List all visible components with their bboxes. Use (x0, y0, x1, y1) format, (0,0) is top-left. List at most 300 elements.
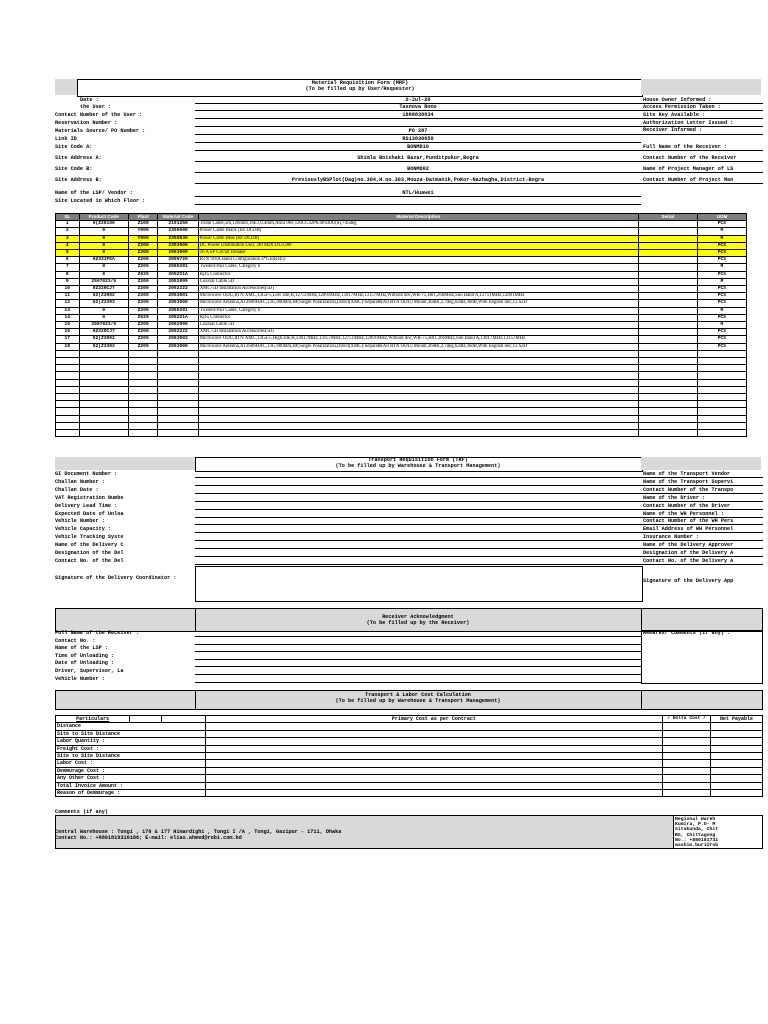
rcv-left-line (195, 682, 641, 683)
material-spacer (747, 343, 763, 350)
cost-row-primary (205, 723, 662, 730)
materials-header-row (56, 214, 763, 221)
material-empty-cell (198, 379, 638, 386)
material-cell-uom: PCS (697, 250, 746, 257)
material-empty-cell (697, 350, 746, 357)
mrf-field-label: Materials Source/ PO Number : (55, 128, 146, 134)
cost-row-net (711, 723, 763, 730)
material-empty-cell (198, 401, 638, 408)
material-empty-cell (198, 372, 638, 379)
col-product-code: Product Code (79, 214, 128, 221)
material-empty-cell (697, 429, 746, 436)
rcv-left-line (195, 666, 641, 667)
material-empty-cell (158, 379, 198, 386)
material-row (56, 242, 763, 249)
material-row (56, 336, 763, 343)
material-row (56, 228, 763, 235)
material-spacer (747, 278, 763, 285)
material-empty-cell (79, 415, 128, 422)
cost-row-label: Labor Cost : (56, 760, 130, 767)
cost-row (56, 767, 763, 774)
mrf-right-label: Name of Project Manager of LS (643, 166, 734, 172)
material-cell-product: 0 (79, 271, 128, 278)
trf-right-line (641, 485, 763, 486)
material-cell-product: 0Z220CJ7 (79, 286, 128, 293)
material-spacer (747, 264, 763, 271)
rcv-left-label: Vehicle Number : (55, 675, 105, 682)
trf-right-line (641, 532, 763, 533)
material-empty-cell (198, 386, 638, 393)
material-cell-sl: 2 (56, 228, 80, 235)
cost-row (56, 790, 763, 797)
material-empty-row (56, 350, 763, 357)
trf-left-label: Contact No. of the Del (55, 557, 124, 564)
material-cell-uom: PCS (697, 300, 746, 307)
material-cell-product: 2507023/5 (79, 322, 128, 329)
material-empty-cell (638, 379, 697, 386)
cost-row-primary (205, 753, 662, 760)
cost-row-delta (663, 790, 711, 797)
material-empty-cell (158, 372, 198, 379)
material-cell-uom: M (697, 307, 746, 314)
material-empty-cell (128, 422, 158, 429)
trf-left-line (195, 540, 641, 541)
material-empty-row (56, 429, 763, 436)
cost-col-blank1 (130, 716, 162, 723)
trf-right-label: Contact Number of the Transpo (643, 486, 734, 493)
trf-right-line (641, 509, 763, 510)
trf-signature-box (195, 566, 643, 602)
rcv-subtitle: (To be filled up by the Receiver) (366, 620, 470, 626)
material-empty-cell (79, 379, 128, 386)
material-empty-cell (128, 386, 158, 393)
material-cell-plant: Z200 (128, 242, 158, 249)
material-cell-uom: M (697, 235, 746, 242)
material-empty-cell (638, 415, 697, 422)
material-empty-cell (56, 401, 80, 408)
trf-right-label: Email Address of WH Personnel (643, 526, 734, 533)
material-cell-mat: 2191250 (158, 221, 198, 228)
material-cell-sl: 16 (56, 329, 80, 336)
mrf-right-label: Contact Number of Project Man (643, 177, 734, 183)
cost-col-primary: Primary Cost as per Contract (205, 716, 662, 723)
trf-right-label: Name of the Driver : (643, 494, 706, 501)
mrf-field-label: Site Address A: (55, 155, 102, 161)
trf-right-line (641, 477, 763, 478)
material-empty-cell (56, 350, 80, 357)
rcv-remarks-box (641, 630, 763, 684)
trf-left-line (195, 556, 641, 557)
trf-signature-left: Signature of the Delivery Coordinator : (55, 575, 177, 581)
cost-row-blank1 (130, 738, 162, 745)
mrf-field-label: Reservation Number : (55, 120, 118, 126)
rcv-title: Receiver Acknowledgment (382, 614, 454, 620)
material-cell-sl: 11 (56, 293, 80, 300)
material-cell-serial (638, 264, 697, 271)
material-empty-cell (697, 379, 746, 386)
cost-row-blank1 (130, 782, 162, 789)
trf-right-label: Insurance Number : (643, 534, 700, 541)
material-cell-uom: PCS (697, 271, 746, 278)
col-spacer (747, 214, 763, 221)
cost-comments-label: Comments (if any) (55, 809, 108, 815)
material-row (56, 300, 763, 307)
material-row (56, 329, 763, 336)
rcv-left-line (195, 674, 641, 675)
material-cell-serial (638, 307, 697, 314)
cost-table (55, 715, 763, 797)
trf-right-line (641, 501, 763, 502)
material-cell-serial (638, 278, 697, 285)
footer-central-line1: Central Warehouse : Tongi , 176 & 177 Himardighi , Tongi I /A , Tongi, Gazipur - 1711, Dhaka (55, 829, 342, 835)
material-row (56, 250, 763, 257)
material-cell-uom: M (697, 228, 746, 235)
material-cell-mat: 2052099 (158, 322, 198, 329)
material-cell-product: 0 (79, 250, 128, 257)
material-cell-product: 0 (79, 264, 128, 271)
trf-left-line (195, 485, 641, 486)
material-empty-cell (697, 401, 746, 408)
material-cell-serial (638, 242, 697, 249)
material-cell-product: 0 (79, 307, 128, 314)
cost-row-blank2 (161, 790, 205, 797)
material-empty-cell (79, 358, 128, 365)
material-cell-product: 0 (79, 228, 128, 235)
material-row (56, 271, 763, 278)
trf-right-line (641, 517, 763, 518)
material-empty-cell (79, 393, 128, 400)
material-empty-cell (198, 358, 638, 365)
trf-left-line (195, 532, 641, 533)
cost-row-label: Demmurage Cost : (56, 767, 130, 774)
material-empty-row (56, 372, 763, 379)
material-empty-cell (79, 429, 128, 436)
mrf-left-gray-strip (55, 79, 77, 95)
material-cell-mat: 2053001 (158, 293, 198, 300)
material-cell-sl: 10 (56, 286, 80, 293)
trf-signature-right: Signature of the Delivery App (643, 578, 734, 584)
material-empty-cell (198, 393, 638, 400)
material-empty-cell (158, 358, 198, 365)
material-cell-plant: Z020 (128, 271, 158, 278)
footer-regional-line: mashim.buri@rob (675, 843, 719, 848)
trf-left-line (195, 524, 641, 525)
cost-row-net (711, 775, 763, 782)
cost-row-blank2 (161, 723, 205, 730)
trf-right-line (641, 556, 763, 557)
material-empty-cell (638, 386, 697, 393)
material-cell-desc: Twisted-Pair Cable, Category 6 (198, 307, 638, 314)
material-empty-cell (79, 401, 128, 408)
cost-right-gray-strip (641, 690, 763, 710)
cost-row-delta (663, 738, 711, 745)
material-cell-sl: 3 (56, 235, 80, 242)
material-empty-cell (198, 429, 638, 436)
trf-left-label: Challan Number : (55, 478, 105, 485)
mrf-field-value: NTL/Huawei (402, 190, 434, 196)
trf-left-label: Expected Date of Unloa (55, 510, 124, 517)
cost-row-label: Site to Site Distance (56, 753, 130, 760)
rcv-left-label: Full Name of the Receiver : (55, 630, 140, 636)
mrf-right-line (641, 161, 763, 162)
mrf-field-line (195, 204, 641, 205)
cost-row-primary (205, 760, 662, 767)
trf-right-label: Designation of the Delivery A (643, 550, 734, 556)
material-cell-serial (638, 228, 697, 235)
material-empty-cell (638, 429, 697, 436)
material-empty-cell (56, 429, 80, 436)
material-cell-serial (638, 314, 697, 321)
material-spacer (747, 271, 763, 278)
cost-row-blank1 (130, 760, 162, 767)
mrf-right-gray-strip (641, 79, 761, 95)
rcv-left-label: Date of Unloading : (55, 660, 115, 667)
cost-row-label: Reason of Demmurage : (56, 790, 130, 797)
material-spacer (747, 221, 763, 228)
trf-right-label: Name of the Delivery Approver (643, 542, 734, 549)
cost-row-blank2 (161, 738, 205, 745)
material-empty-cell (56, 379, 80, 386)
material-spacer (747, 379, 763, 386)
trf-right-label: Contact Number of the Driver (643, 502, 731, 509)
rcv-left-label: Name of the LSP : (55, 645, 108, 652)
material-empty-row (56, 379, 763, 386)
material-cell-serial (638, 257, 697, 264)
material-empty-cell (638, 408, 697, 415)
material-cell-desc: Microwave Antenna,A13S06HAC,13G,600mm,HP,Single Polarization,Direct(XMC)-Separate(All RTN ODU) Mount,36dBi,2.7deg,62dB,36dB,With English doc,13 S2D (198, 343, 638, 350)
material-cell-sl: 17 (56, 336, 80, 343)
rcv-right-gray-strip (641, 608, 763, 632)
material-cell-uom: PCS (697, 242, 746, 249)
material-cell-mat: 2053000 (158, 300, 198, 307)
material-cell-sl: 6 (56, 257, 80, 264)
mrf-field-value: PO 287 (408, 128, 428, 134)
material-spacer (747, 307, 763, 314)
col-plant: Plant (128, 214, 158, 221)
cost-row-label: Site to Site Distance (56, 730, 130, 737)
cost-row-net (711, 767, 763, 774)
material-cell-uom: PCS (697, 314, 746, 321)
footer-central-line2: Contact No.: +8801819310186; E-mail: elias.ahmed@robi.com.bd (55, 835, 242, 841)
cost-row-delta (663, 782, 711, 789)
cost-row (56, 753, 763, 760)
material-empty-cell (158, 408, 198, 415)
cost-col-blank2 (161, 716, 205, 723)
material-empty-cell (638, 393, 697, 400)
material-empty-cell (158, 350, 198, 357)
col-sl: SL (56, 214, 80, 221)
material-empty-cell (56, 393, 80, 400)
material-cell-serial (638, 250, 697, 257)
cost-row-blank2 (161, 753, 205, 760)
cost-col-particulars: Particulars (56, 716, 130, 723)
mrf-right-label: Contact Number of the Receiver (643, 155, 737, 161)
trf-right-label: Contact Number of the WH Pers (643, 518, 734, 525)
material-row (56, 343, 763, 350)
material-spacer (747, 336, 763, 343)
material-cell-sl: 5 (56, 250, 80, 257)
material-cell-serial (638, 271, 697, 278)
material-spacer (747, 372, 763, 379)
rcv-left-line (195, 651, 641, 652)
material-empty-cell (128, 415, 158, 422)
cost-row-primary (205, 730, 662, 737)
trf-left-line (195, 564, 641, 565)
material-spacer (747, 322, 763, 329)
cost-header-row (56, 716, 763, 723)
material-cell-plant: Z200 (128, 322, 158, 329)
material-cell-sl: 8 (56, 271, 80, 278)
material-empty-cell (638, 365, 697, 372)
material-cell-plant: Z200 (128, 336, 158, 343)
trf-left-label: VAT Registration Numbe (55, 494, 124, 501)
material-spacer (747, 429, 763, 436)
mrf-right-label: Authorization Letter Issued : (643, 120, 734, 126)
material-cell-mat: 2350500 (158, 228, 198, 235)
material-empty-cell (128, 393, 158, 400)
material-spacer (747, 401, 763, 408)
material-cell-mat: 2052222 (158, 286, 198, 293)
mrf-field-label: Site Address B: (55, 177, 102, 183)
material-cell-plant: Z200 (128, 278, 158, 285)
col-material-description: Material Description (198, 214, 638, 221)
trf-left-line (195, 517, 641, 518)
material-cell-product: 0Z220CJ7 (79, 329, 128, 336)
material-cell-product: 2507023/5 (79, 278, 128, 285)
material-empty-cell (697, 415, 746, 422)
mrf-field-value: BONMD10 (407, 144, 429, 150)
material-cell-desc: Rj45 Connector (198, 271, 638, 278)
cost-row-blank2 (161, 730, 205, 737)
rcv-left-label: Time of Unloading : (55, 652, 115, 659)
material-spacer (747, 257, 763, 264)
material-spacer (747, 408, 763, 415)
material-cell-plant: Z020 (128, 314, 158, 321)
material-row (56, 257, 763, 264)
cost-row-label: Labor Quantity : (56, 738, 130, 745)
material-cell-uom: PCS (697, 336, 746, 343)
mrf-field-label: Date : (80, 97, 99, 103)
cost-row-delta (663, 723, 711, 730)
material-cell-plant: Z200 (128, 250, 158, 257)
material-spacer (747, 350, 763, 357)
cost-row-net (711, 753, 763, 760)
material-cell-product: 52(Z3002 (79, 293, 128, 300)
material-cell-plant: Z200 (128, 293, 158, 300)
material-empty-cell (158, 422, 198, 429)
trf-left-label: Name of the Delivery C (55, 542, 124, 549)
material-cell-serial (638, 322, 697, 329)
material-spacer (747, 329, 763, 336)
material-cell-product: 52(Z3393 (79, 343, 128, 350)
material-spacer (747, 386, 763, 393)
mrf-right-line (641, 150, 763, 151)
material-row (56, 286, 763, 293)
mrf-field-label: Link ID (55, 136, 77, 142)
material-row (56, 293, 763, 300)
material-empty-cell (198, 415, 638, 422)
cost-row-blank2 (161, 745, 205, 752)
material-empty-row (56, 358, 763, 365)
material-row (56, 314, 763, 321)
material-empty-cell (158, 429, 198, 436)
material-spacer (747, 393, 763, 400)
mrf-subtitle: (To be filled up by User/Requester) (305, 86, 415, 92)
material-empty-cell (638, 422, 697, 429)
material-cell-sl: 14 (56, 314, 80, 321)
trf-right-label: Contact No. of the Delivery A (643, 557, 734, 564)
trf-left-line (195, 477, 641, 478)
material-cell-sl: 18 (56, 343, 80, 350)
material-cell-mat: 2052S1A (158, 314, 198, 321)
material-empty-cell (697, 386, 746, 393)
material-empty-cell (158, 393, 198, 400)
trf-left-line (195, 501, 641, 502)
cost-row-blank2 (161, 782, 205, 789)
trf-left-line (195, 493, 641, 494)
material-spacer (747, 314, 763, 321)
mrf-right-line (641, 183, 763, 184)
cost-row (56, 745, 763, 752)
material-empty-cell (158, 401, 198, 408)
mrf-field-label: Contact Number of the User : (55, 112, 143, 118)
rcv-remarks-label: Remarks/ Comments (if any) : (643, 630, 731, 636)
material-spacer (747, 250, 763, 257)
cost-row-net (711, 745, 763, 752)
mrf-right-line (641, 118, 763, 119)
cost-row-delta (663, 760, 711, 767)
cost-row-blank1 (130, 753, 162, 760)
material-empty-cell (697, 408, 746, 415)
material-cell-plant: Z200 (128, 307, 158, 314)
mrf-right-label: House Owner Informed : (643, 97, 712, 103)
cost-row-delta (663, 745, 711, 752)
mrf-field-label: Name of the LSP/ Vendor : (55, 190, 133, 196)
mrf-field-value: BONMD02 (407, 166, 429, 172)
rcv-left-line (195, 636, 641, 637)
material-cell-mat: 2053002 (158, 336, 198, 343)
trf-right-gray-strip (641, 457, 761, 470)
material-spacer (747, 415, 763, 422)
material-cell-uom: PCS (697, 329, 746, 336)
cost-row-net (711, 790, 763, 797)
material-row (56, 278, 763, 285)
material-empty-cell (198, 350, 638, 357)
cost-row (56, 782, 763, 789)
trf-left-line (195, 548, 641, 549)
cost-subtitle: (To be filled up by Warehouse & Transport Management) (335, 698, 501, 704)
material-row (56, 307, 763, 314)
material-row (56, 235, 763, 242)
trf-right-line (641, 524, 763, 525)
material-cell-plant: Z200 (128, 257, 158, 264)
material-cell-mat: 2350535 (158, 235, 198, 242)
mrf-field-value: 2-Jul-20 (405, 97, 431, 103)
trf-left-gray-strip (55, 457, 195, 470)
material-empty-cell (638, 401, 697, 408)
material-empty-cell (128, 429, 158, 436)
cost-row (56, 723, 763, 730)
material-spacer (747, 235, 763, 242)
cost-row-label: Total Invoice Amount : (56, 782, 130, 789)
col-serial: Serial (638, 214, 697, 221)
material-empty-cell (128, 401, 158, 408)
material-cell-serial (638, 329, 697, 336)
cost-row-primary (205, 738, 662, 745)
cost-row-blank1 (130, 775, 162, 782)
material-cell-desc: Power Cable Black (for DCDB) (198, 228, 638, 235)
trf-left-line (195, 509, 641, 510)
